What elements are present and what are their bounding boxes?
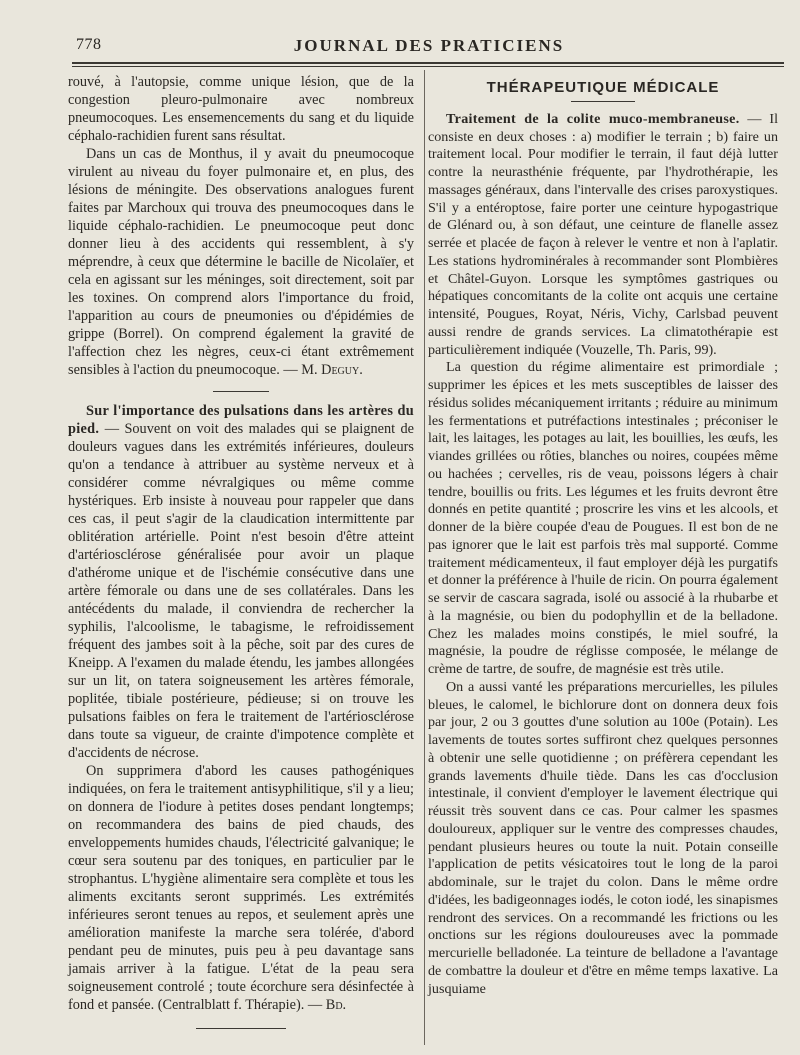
author-signature-bd: Bd.: [325, 997, 347, 1013]
end-rule: [196, 1028, 286, 1029]
article-pulsations-text: — Souvent on voit des malades qui se plaignent de douleurs vagues dans les extrémités inférieures, douleurs qu'on a tendance à attribuer au système nerveux et à considérer comme névralgiques ou même comme hystériques. Erb insiste à nouveau pour rappeler que dans ces cas, il peut s'agir de la claudication intermittente par oblitération artérielle. Point n'est besoin d'être atteint d'artériosclérose généralisée pour avoir un plaque d'athérome unique et de l'ischémie consécutive dans une artère fémorale ou dans une de ses collatérales. Dans les antécédents du malade, il conviendra de rechercher la syphilis, l'alcoolisme, le tabagisme, le refroidissement fréquent des jambes soit à la pêche, soit par des cures de Kneipp. A l'examen du malade étendu, les jambes allongées sur un lit, on tatera soigneusement les artères fémorale, poplitée, tibiale postérieure, pédieuse; si on trouve les pulsations faibles on fera le traitement de l'artériosclérose dans toute sa vigueur, de crainte d'impotence complète et d'accidents de nécrose.: [68, 421, 415, 761]
article-pulsations: [68, 402, 414, 762]
article-title-pulsations: Sur l'importance des pulsations dans les artères du pied.: [68, 403, 414, 437]
author-signature: Deguy.: [321, 362, 363, 378]
left-column: [68, 73, 414, 1029]
paragraph-treatment: [68, 762, 414, 1014]
journal-title: JOURNAL DES PRATICIENS: [293, 36, 565, 55]
paragraph-regime: La question du régime alimentaire est primordiale ; supprimer les épices et les mets susceptibles de laisser des résidus solides mécaniquement irritants ; réduire au minimum les fermentations et putréfactions intestinales ; préconiser le lait, les laitages, les potages au lait, les bouillies, les œufs, les viandes grillées ou rôties, blanches ou noires, coupées même ou hachées ; cervelles, ris de veau, poissons légers à chair tendre, bouillis ou frits. Les légumes et les fruits devront être donnés en petite quantité ; proscrire les vins et les alcools, et donner de la bière coupée d'eau de Pougues. Il est bon de ne pas ignorer que le lait est parfois très mal supporté. Comme traitement médicamenteux, il faut employer déjà les purgatifs et donner la préférence à l'huile de ricin. On pourra également se servir de cascara sagrada, isolé ou associé à la rhubarbe et à la magnésie, ou bien du podophyllin et de la belladone. Chez les malades moins constipés, le miel soufré, la magnésie, la poudre de réglisse composée, le mélange de crème de tartre, de soufre, de magnésie est très utile.: [428, 359, 778, 677]
header-rule: [72, 62, 784, 64]
article-colite: [428, 111, 778, 360]
paragraph-mercurielles: On a aussi vanté les préparations mercurielles, les pilules bleues, le calomel, le bichlorure dont on donnera deux fois par jour, 2 ou 3 gouttes d'une solution au 100e (Potain). Les lavements de toutes sortes suffiront chez quelques personnes à obtenir une selle quotidienne ; on préfèrera cependant les grands lavements d'huile tiède. Dans les cas d'occlusion intestinale, il convient d'employer le lavement électrique qui réussit très souvent dans ce cas. Pour calmer les spasmes douloureux, appliquer sur le ventre des compresses chaudes, pendant plusieurs heures ou toute la nuit. Potain conseille l'application de petits vésicatoires tout le long de la paroi abdominale, sur le trajet du colon. Dans le même ordre d'idées, les badigeonnages iodés, le coton iodé, les sinapismes rendront des services. On a recommandé les frictions ou les onctions sur les régions douloureuses avec la pommade mercurielle belladonée. La teinture de belladone a l'avantage de combattre la douleur et d'être en même temps laxative. La jusquiame: [428, 678, 778, 997]
paragraph-continuation: rouvé, à l'autopsie, comme unique lésion, que de la congestion pleuro-pulmonaire avec nombreux pneumocoques. Les ensemencements du sang et du liquide céphalo-rachidien furent sans résultat.: [68, 74, 414, 144]
page-number: 778: [76, 36, 102, 53]
section-title-rule: [571, 101, 635, 102]
paragraph-monthus-text: Dans un cas de Monthus, il y avait du pneumocoque virulent au niveau du foyer pulmonaire et, en plus, des lésions de méningite. Des observations analogues furent faites par Marchoux qui trouva des pneumocoques dans le liquide céphalo-rachidien. Le pneumocoque peut donc donner lieu à des accidents qui ressemblent, à s'y méprendre, à ceux que détermine le bacille de Nicolaïer, et cela en agissant sur les méninges, soit directement, soit par les toxines. On comprend alors l'importance du froid, l'apparition au cours de pneumonies ou d'épidémies de grippe (Borrel). On comprend également la gravité de l'affection chez les nègres, ceux-ci étant extrêmement sensibles à l'action du pneumocoque. — M.: [68, 146, 414, 378]
page-header: [76, 36, 782, 58]
article-title-colite: Traitement de la colite muco-membraneuse.: [446, 110, 740, 127]
section-title: THÉRAPEUTIQUE MÉDICALE: [486, 79, 720, 96]
article-colite-text: — Il consiste en deux choses : a) modifier le terrain ; b) faire un traitement local. Pour modifier le terrain, il faut déjà lutter contre la neurasthénie fréquente, par l'hydrothérapie, les massages généraux, dans l'intervalle des crises paroxystiques. S'il y a entéroptose, faire porter une ceinture hypogastrique de Glénard ou, à son défaut, une ceinture de flanelle assez serrée et placée de façon à relever le ventre et non à l'aplatir. Les stations hydrominérales à recommander sont Plombières et Châtel-Guyon. Lorsque les symptômes gastriques ou hépatiques concomitants de la colite ont acquis une certaine intensité, Pougues, Royat, Néris, Vichy, Carlsbad peuvent aussi rendre de grands services. La climatothérapie est particulièrement indiquée (Vouzelle, Th. Paris, 99).: [428, 110, 778, 358]
paragraph-monthus: [68, 145, 414, 379]
column-divider: [424, 70, 425, 1045]
paragraph-treatment-text: On supprimera d'abord les causes pathogéniques indiquées, on fera le traitement antisyphilitique, s'il y a lieu; on donnera de l'iodure à petites doses pendant longtemps; on recommandera des bains de pied chauds, des enveloppements humides chauds, l'électricité galvanique; le cœur sera soutenu par des toniques, en particulier par le strophantus. L'hygiène alimentaire sera complète et tous les aliments excitants seront supprimés. Les extrémités inférieures seront tenues au repos, et seulement après une amélioration manifeste la marche sera tolérée, d'abord pendant peu de minutes, puis peu à peu davantage sans jamais arriver à la fatigue. L'état de la peau sera soigneusement controlé ; toute écorchure sera désinfectée à fond et pansée. (Centralblatt f. Thérapie). —: [68, 763, 414, 1013]
right-column: [428, 73, 778, 998]
separator-rule: [213, 391, 269, 392]
header-rule-thin: [72, 66, 784, 67]
